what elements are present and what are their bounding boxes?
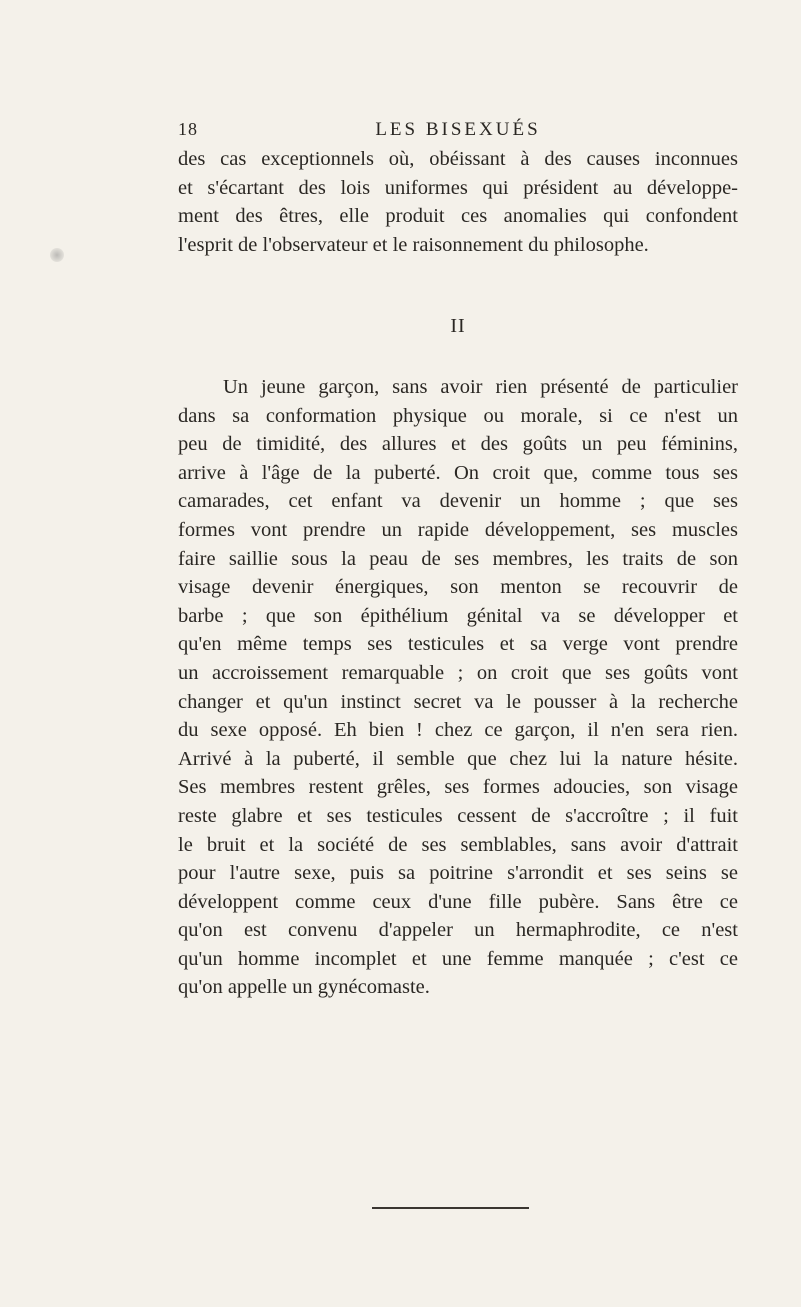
- paragraph-2: [178, 373, 738, 1002]
- text-line: camarades, cet enfant va devenir un homme ; que ses: [178, 490, 738, 513]
- text-line: développent comme ceux d'une fille pubère. Sans être ce: [178, 890, 738, 913]
- section-heading: II: [450, 315, 466, 337]
- text-line: Arrivé à la puberté, il semble que chez lui la nature hésite.: [178, 747, 738, 770]
- text-line: dans sa conformation physique ou morale, si ce n'est un: [178, 404, 738, 427]
- text-line: Ses membres restent grêles, ses formes adoucies, son visage: [178, 776, 738, 799]
- text-line: qu'on est convenu d'appeler un hermaphrodite, ce n'est: [178, 919, 738, 942]
- text-line: barbe ; que son épithélium génital va se développer et: [178, 604, 738, 627]
- paragraph-1: [178, 145, 738, 259]
- text-line: qu'en même temps ses testicules et sa verge vont prendre: [178, 633, 738, 656]
- text-line: l'esprit de l'observateur et le raisonnement du philosophe.: [178, 233, 649, 256]
- text-line: reste glabre et ses testicules cessent de s'accroître ; il fuit: [178, 804, 738, 827]
- ink-smudge: [50, 248, 64, 262]
- running-title: LES BISEXUÉS: [375, 119, 541, 140]
- text-line: peu de timidité, des allures et des goûts un peu féminins,: [178, 433, 738, 456]
- text-line: qu'un homme incomplet et une femme manquée ; c'est ce: [178, 947, 738, 970]
- text-line: faire saillie sous la peau de ses membres, les traits de son: [178, 547, 738, 570]
- end-rule: [372, 1207, 529, 1209]
- text-line: des cas exceptionnels où, obéissant à des causes inconnues: [178, 148, 738, 170]
- text-line: du sexe opposé. Eh bien ! chez ce garçon, il n'en sera rien.: [178, 719, 738, 742]
- text-line: changer et qu'un instinct secret va le pousser à la recherche: [178, 690, 738, 713]
- text-line: et s'écartant des lois uniformes qui président au développe-: [178, 176, 738, 199]
- page-number: 18: [178, 119, 198, 139]
- running-head: [178, 119, 738, 145]
- text-line: Un jeune garçon, sans avoir rien présenté de particulier: [223, 376, 738, 398]
- text-line: pour l'autre sexe, puis sa poitrine s'arrondit et ses seins se: [178, 862, 738, 885]
- text-line: arrive à l'âge de la puberté. On croit que, comme tous ses: [178, 461, 738, 484]
- text-line: qu'on appelle un gynécomaste.: [178, 976, 430, 999]
- text-line: ment des êtres, elle produit ces anomalies qui confondent: [178, 205, 738, 228]
- text-line: visage devenir énergiques, son menton se recouvrir de: [178, 576, 738, 599]
- text-line: le bruit et la société de ses semblables, sans avoir d'attrait: [178, 833, 738, 856]
- text-line: formes vont prendre un rapide développement, ses muscles: [178, 518, 738, 541]
- text-line: un accroissement remarquable ; on croit que ses goûts vont: [178, 661, 738, 684]
